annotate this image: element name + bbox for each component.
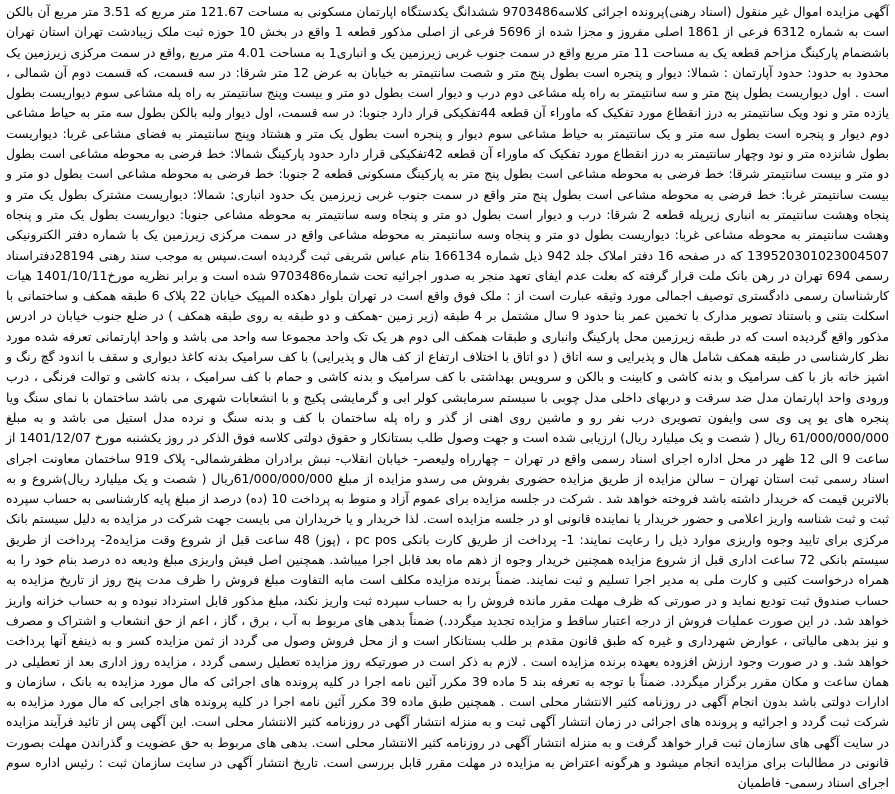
auction-notice-text: آگهی مزایده اموال غیر منقول (اسناد رهنی)پرونده اجرائی کلاسه9703486 ششدانگ یکدستگاه اپارتمان مسکونی به مساحت 121.67 متر مربع که 3.51 متر مربع آن بالکن است به شماره 6312 فرعی از 1861 اصلی مفروز و مجزا شده از 5696 فرعی از اصلی مذکور قطعه 1 واقع در بخش 10 حوزه ثبت ملک زیبادشت تهران استان تهران باشضمام پارکینگ مزاحم قطعه یک به مساحت 11 متر مربع واقع در سمت جنوب غربی زیرزمین یک و انباری1 به مساحت 4.01 متر مربع ,واقع در سمت مرکزی زیرزمین یک محدود به حدود: حدود آپارتمان : شمالا: دیوار و پنجره است بطول پنج متر و شصت سانتیمتر به خیابان به عرض 12 متر شرقا: در سه قسمت، که قسمت دوم آن شمالی ، است . اول دیواریست بطول پنج متر و سه سانتیمتر به راه پله مشاعی دوم درب و دیوار است بطول دو متر و بیست وپنج سانتیمتر به راه پله مشاعی سوم دیواریست بطول یازده متر و نود ویک سانتیمتر به درز انقطاع مورد تفکیک که ماوراء آن قطعه 44تفکیکی قرار دارد جنوبا: در سه قسمت، اول دیوار ولبه بالکن بطول سه متر به حیاط مشاعی دوم دیوار و پنجره است بطول سه متر و یک سانتیمتر به حیاط مشاعی سوم دیوار و پنجره است بطول یک متر و هشتاد وپنج سانتیمتر به فضای مشاعی غربا: دیواریست بطول شانزده متر و نود وچهار سانتیمتر به درز انقطاع مورد تفکیک که ماوراء آن قطعه 42تفکیکی قرار دارد حدود پارکینگ شمالا: خط فرضی به محوطه مشاعی است بطول دو متر و بیست سانتیمتر شرقا: خط فرضی به محوطه مشاعی است بطول پنج متر به پارکینگ مسکونی قطعه 2 جنوبا: خط فرضی به محوطه مشاعی است بطول دو متر و بیست سانتیمتر غربا: خط فرضی به محوطه مشاعی است بطول پنج متر واقع در سمت جنوب غربی زیرزمین یک حدود انباری: شمالا: دیواریست مشترک بطول یک متر و پنجاه وهشت سانتیمتر به انباری زیرپله قطعه 2 شرقا: درب و دیوار است بطول دو متر و پنجاه وسه سانتیمتر به محوطه مشاعی جنوبا: دیواریست بطول یک متر و پنجاه وهشت سانتیمتر به محوطه مشاعی غربا: دیواریست بطول دو متر و پنجاه وسه سانتیمتر به محوطه مشاعی واقع در سمت مرکزی زیرزمین یک با شماره دفتر الکترونیکی 139520301023004507 که در صفحه 16 دفتر املاک جلد 942 ذیل شماره 166134 بنام عباس شریفی ثبت گردیده است.سپس به موجب سند رهنی 28194دفتراسناد رسمی 694 تهران در رهن بانک ملت قرار گرفته که بعلت عدم ایفای تعهد منجر به صدور اجرائیه تحت شماره9703486 شده است و برابر نظریه مورخ1401/10/11 هیات کارشناسان رسمی دادگستری توصیف اجمالی مورد وثیقه عبارت است از : ملک فوق واقع است در تهران بلوار دهکده المپیک خیابان 22 پلاک 6 طبقه همکف و ساختمانی با اسکلت بتنی و باستناد تصویر مدارک با تخمین عمر بنا حدود 9 سال مشتمل بر 4 طبقه (زیر زمین -همکف و دو طبقه به روی طبقه همکف ) در ضلع جنوب خیابان در ادرس مذکور واقع گردیده است که در طبقه زیرزمین محل پارکینگ وانباری و طبقات همکف الی دوم هر یک تک واحد مجموعا سه واحد می باشد و واحد اپارتمانی تعرفه شده مورد نظر کارشناسی در طبقه همکف شامل هال و پذیرایی و سه اتاق ( دو اتاق با اختلاف ارتفاع از کف هال و پذیرایی) با کف سرامیک بدنه کاغذ دیواری و سقف با اندود گچ رنگ و اشپز خانه باز با کف سرامیک و بدنه کاشی و کابینت و بالکن و سرویس بهداشتی با کف سرامیک و بدنه کاشی و حمام با کف سرامیک ، بدنه کاشی و توالت فرنگی ، درب ورودی واحد اپارتمان مدل ضد سرقت و دربهای داخلی مدل چوبی با سیستم سرمایشی کولر ابی و گرمایشی پکیج و با انشعابات شهری می باشد ساختمان با نمای سنگ ویا پنجره های یو پی وی سی وایفون تصویری درب نفر رو و ماشین روی اهنی از گذر و راه پله ساختمان با کف و بدنه سنگ و نرده مدل استیل می باشد و به مبلغ 61/000/000/000 ریال ( شصت و یک میلیارد ریال) ارزیابی شده است و جهت وصول طلب بستانکار و حقوق دولتی کلاسه فوق الذکر در روز یکشنبه مورخ 1401/12/07 از ساعت 9 الی 12 ظهر در محل اداره اجرای اسناد رسمی واقع در تهران – چهارراه ولیعصر- خیابان انقلاب- نبش برادران مظفرشمالی- پلاک 919 ساختمان معاونت اجرای اسناد رسمی ثبت استان تهران – سالن مزایده از طریق مزایده حضوری بفروش می رسدو مزایده از مبلغ 61/000/000/000ریال ( شصت و یک میلیارد ریال)شروع و به بالاترین قیمت که خریدار داشته باشد فروخته خواهد شد . شرکت در جلسه مزایده برای عموم آزاد و منوط به پرداخت 10 (ده) درصد از مبلغ پایه کارشناسی به حساب سپرده ثبت و ثبت شناسه واریز اعلامی و حضور خریدار یا نماینده قانونی او در جلسه مزایده است. لذا خریدار و یا خریداران می بایست جهت شرکت در مزایده به دلیل سیستم بانک مرکزی برای تایید وجوه واریزی موارد ذیل را رعایت نمایند: 1- پرداخت از طریق کارت بانکی pc pos ، (پوز) 48 ساعت قبل از شروع وقت مزایده2- پرداخت از طریق سیستم بانکی 72 ساعت اداری قبل از شروع مزایده همچنین خریدار وجوه از ذهم ماه بعد قابل اجرا میباشد. همچنین اصل فیش واریزی مبلغ ودیعه ده درصد بنام خود را به همراه درخواست کتبی و کارت ملی به مدیر اجرا تسلیم و ثبت نمایند. ضمناً برنده مزایده مکلف است مابه التفاوت مبلغ فروش را ظرف مدت پنج روز از تاریخ مزایده به حساب صندوق ثبت تودیع نماید و در صورتی که ظرف مهلت مقرر مانده فروش را به حساب سپرده ثبت واریز نکند، مبلغ مذکور قابل استرداد نبوده و به حساب خزانه واریز خواهد شد. در این صورت عملیات فروش از درجه اعتبار ساقط و مزایده تجدید میگردد.) ضمناً بدهی های مربوط به آب ، برق ، گاز ، اعم از حق انشعاب و اشتراک و مصرف و نیز بدهی مالیاتی ، عوارض شهرداری و غیره که طبق قانون مقدم بر طلب بستانکار است و از محل فروش وصول می گردد از ثمن مزایده کسر و به ذینفع آنها پرداخت خواهد شد. و در صورت وجود ارزش افزوده بعهده برنده مزایده است . لازم به ذکر است در صورتیکه روز مزایده تعطیل رسمی گردد ، مزایده روز اداری بعد از تعطیلی در همان ساعت و مکان مقرر برگزار میگردد. ضمناً با توجه به تعرفه بند 5 ماده 39 مکرر آئین نامه اجرا در کلیه پرونده های اجرائی که مال مورد مزایده به بانک ، سازمان و ادارات دولتی باشد بدون انجام آگهی در روزنامه کثیر الانتشار محلی است . همچنین طبق ماده 39 مکرر آئین نامه اجرا در کلیه پرونده های اجرایی که مال مورد مزایده به شرکت ثبت گردد و اجرائیه و پرونده های اجرائی در زمان انتشار آگهی ثبت و به منزله انتشار آگهی در روزنامه کثیر الانتشار محلی است. این آگهی پس از تائید فرآیند مزایده در سایت آگهی های سازمان ثبت قرار خواهد گرفت و به منزله انتشار آگهی در روزنامه کثیر الانتشار محلی است. بدهی های مربوط به حق عضویت و گذراندن مهلت بصورت قانونی در مطالبات برای مزایده انجام میشود و هرگونه اعتراض به مزایده در مهلت مقرر قابل بررسی است. تاریخ انتشار آگهی در سایت سازمان ثبت : رئیس اداره سوم اجرای اسناد رسمی- فاطمیان [6, 4, 890, 791]
